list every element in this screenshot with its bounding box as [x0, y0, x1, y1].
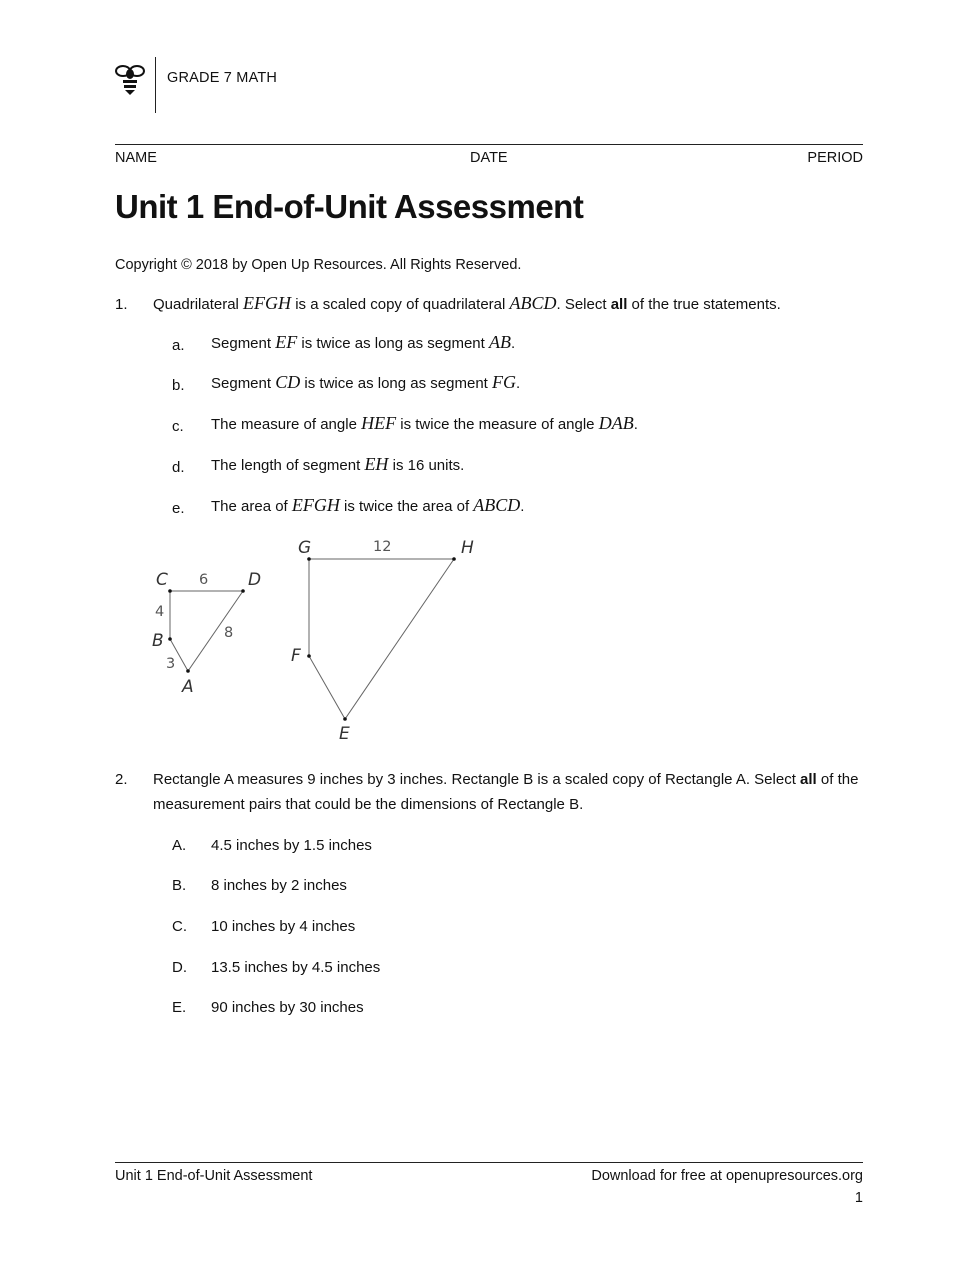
label-a: A [182, 677, 194, 697]
copyright-notice: Copyright © 2018 by Open Up Resources. All Rights Reserved. [115, 257, 522, 273]
length-cd: 6 [199, 572, 209, 588]
label-g: G [298, 538, 312, 558]
label-f: F [291, 646, 301, 666]
date-label: DATE [470, 150, 508, 166]
label-e: E [339, 724, 350, 744]
q2-option-a-letter: A. [172, 837, 187, 854]
length-da: 8 [224, 625, 234, 641]
q1-option-e-text: The area of EFGH is twice the area of ABCD. [211, 495, 525, 515]
period-label: PERIOD [807, 150, 863, 166]
q2-option-c-text: 10 inches by 4 inches [211, 918, 356, 935]
vertex-f [307, 654, 311, 658]
q1-option-d-letter: d. [172, 459, 185, 476]
q2-option-d-letter: D. [172, 959, 187, 976]
q2-option-e-text: 90 inches by 30 inches [211, 999, 364, 1016]
q2-option-b-letter: B. [172, 877, 187, 894]
q2-option-d-text: 13.5 inches by 4.5 inches [211, 959, 381, 976]
question-2-number: 2. [115, 771, 128, 788]
length-ba: 3 [166, 656, 176, 672]
name-label: NAME [115, 150, 157, 166]
label-c: C [156, 570, 168, 590]
length-gh: 12 [373, 539, 392, 555]
question-1-number: 1. [115, 296, 128, 313]
footer-title: Unit 1 End-of-Unit Assessment [115, 1168, 313, 1184]
q1-option-e-letter: e. [172, 500, 185, 517]
vertex-h [452, 557, 456, 561]
page-number: 1 [854, 1190, 863, 1206]
quadrilateral-efgh [309, 559, 454, 719]
footer-rule [115, 1162, 863, 1163]
q1-option-a-text: Segment EF is twice as long as segment AB. [211, 332, 516, 352]
vertex-b [168, 637, 172, 641]
label-d: D [248, 570, 262, 590]
length-cb: 4 [155, 604, 165, 620]
q2-option-e-letter: E. [172, 999, 187, 1016]
label-h: H [461, 538, 474, 558]
q2-option-a-text: 4.5 inches by 1.5 inches [211, 837, 372, 854]
q2-option-b-text: 8 inches by 2 inches [211, 877, 347, 894]
q1-option-a-letter: a. [172, 337, 185, 354]
q1-option-b-letter: b. [172, 377, 185, 394]
vertex-c [168, 589, 172, 593]
grade-label: GRADE 7 MATH [167, 70, 278, 86]
vertex-a [186, 669, 190, 673]
q1-option-d-text: The length of segment EH is 16 units. [211, 454, 465, 474]
question-1-text: Quadrilateral EFGH is a scaled copy of quadrilateral ABCD. Select all of the true statements. [153, 293, 781, 313]
page-title: Unit 1 End-of-Unit Assessment [115, 188, 584, 225]
question-2-text: Rectangle A measures 9 inches by 3 inches. Rectangle B is a scaled copy of Rectangle A. Select all of the measurement pairs that could be the dimensions of Rectangle B. [153, 771, 859, 813]
quadrilaterals-figure [140, 532, 500, 747]
q1-option-b-text: Segment CD is twice as long as segment FG. [211, 372, 521, 392]
vertex-e [343, 717, 347, 721]
footer-download-link[interactable]: Download for free at openupresources.org [591, 1168, 863, 1184]
q1-option-c-text: The measure of angle HEF is twice the measure of angle DAB. [211, 413, 638, 433]
label-b: B [152, 631, 164, 651]
bee-logo-icon [114, 62, 146, 96]
q2-option-c-letter: C. [172, 918, 187, 935]
q1-option-c-letter: c. [172, 418, 184, 435]
header-rule [115, 144, 863, 145]
vertex-d [241, 589, 245, 593]
header-divider [155, 57, 156, 113]
